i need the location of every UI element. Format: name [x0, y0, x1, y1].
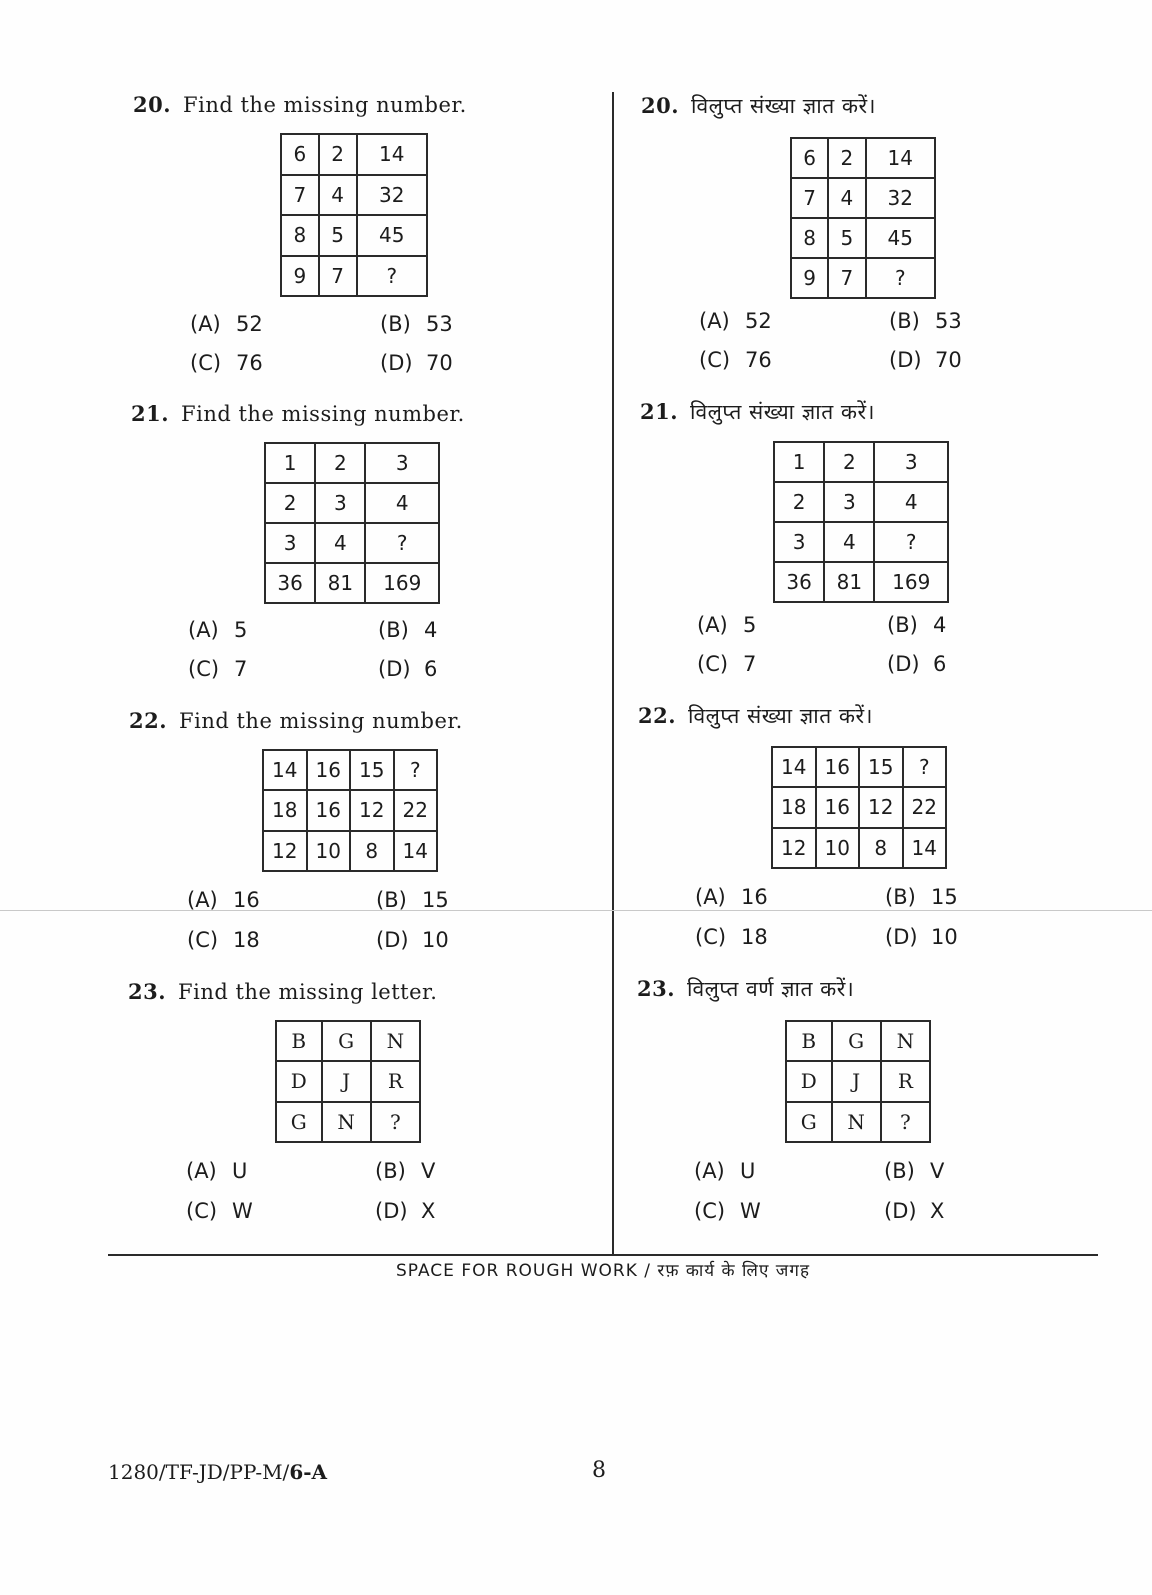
grid-cell: 2: [319, 134, 357, 175]
grid-cell: 5: [828, 218, 865, 258]
q21-en-grid: [264, 442, 440, 604]
grid-cell: 9: [281, 256, 319, 297]
grid-cell: ?: [371, 1102, 420, 1142]
grid-cell: 4: [315, 523, 365, 563]
q23-hi-grid: [785, 1020, 931, 1143]
q20-hi-number: 20.: [641, 93, 680, 118]
grid-cell: 18: [772, 787, 816, 827]
q20-hi-option-d[interactable]: (D) 70: [889, 348, 962, 372]
q23-hi-option-b[interactable]: (B) V: [884, 1159, 945, 1183]
q21-en-number: 21.: [131, 401, 170, 426]
grid-cell: 14: [263, 750, 307, 790]
q22-hi-option-a[interactable]: (A) 16: [695, 885, 768, 909]
q20-hi-text: विलुप्त संख्या ज्ञात करें।: [691, 94, 877, 118]
q23-hi-option-c[interactable]: (C) W: [694, 1199, 761, 1223]
grid-cell: 14: [394, 831, 438, 871]
grid-cell: 169: [365, 563, 439, 603]
q23-en-number: 23.: [128, 979, 167, 1004]
grid-cell: 16: [307, 790, 351, 830]
rough-work-rule: [108, 1254, 1098, 1256]
q23-en-text: Find the missing letter.: [178, 980, 438, 1004]
q20-en-heading: [133, 92, 467, 117]
grid-cell: 2: [824, 442, 874, 482]
grid-cell: 6: [791, 138, 828, 178]
grid-cell: 7: [319, 256, 357, 297]
q20-hi-option-c[interactable]: (C) 76: [699, 348, 772, 372]
q20-en-option-b[interactable]: (B) 53: [380, 312, 453, 336]
grid-cell: 7: [828, 258, 865, 298]
page-number: 8: [592, 1458, 606, 1483]
grid-cell: R: [371, 1061, 420, 1101]
grid-cell: B: [276, 1021, 322, 1061]
grid-cell: G: [832, 1021, 881, 1061]
q21-en-option-a[interactable]: (A) 5: [188, 618, 248, 642]
grid-cell: 81: [315, 563, 365, 603]
grid-cell: 3: [315, 483, 365, 523]
grid-cell: G: [322, 1021, 371, 1061]
q20-hi-heading: [641, 92, 876, 120]
grid-cell: B: [786, 1021, 832, 1061]
grid-cell: 2: [774, 482, 824, 522]
grid-cell: J: [832, 1061, 881, 1101]
grid-cell: ?: [903, 747, 947, 787]
grid-cell: 3: [874, 442, 948, 482]
grid-cell: D: [276, 1061, 322, 1101]
grid-cell: J: [322, 1061, 371, 1101]
grid-cell: 8: [350, 831, 394, 871]
grid-cell: G: [276, 1102, 322, 1142]
q21-en-option-b[interactable]: (B) 4: [378, 618, 438, 642]
grid-cell: 3: [265, 523, 315, 563]
grid-cell: 12: [350, 790, 394, 830]
grid-cell: ?: [866, 258, 935, 298]
grid-cell: ?: [881, 1102, 930, 1142]
grid-cell: 32: [866, 178, 935, 218]
q20-en-option-d[interactable]: (D) 70: [380, 351, 453, 375]
grid-cell: N: [881, 1021, 930, 1061]
q20-en-option-a[interactable]: (A) 52: [190, 312, 263, 336]
q20-en-grid: [280, 133, 428, 297]
grid-cell: 4: [824, 522, 874, 562]
grid-cell: 4: [874, 482, 948, 522]
grid-cell: 12: [859, 787, 903, 827]
grid-cell: 12: [772, 828, 816, 868]
q23-en-option-d[interactable]: (D) X: [375, 1199, 436, 1223]
q21-hi-number: 21.: [640, 399, 679, 424]
q22-en-option-c[interactable]: (C) 18: [187, 928, 260, 952]
q22-en-option-a[interactable]: (A) 16: [187, 888, 260, 912]
grid-cell: 4: [828, 178, 865, 218]
q21-en-option-c[interactable]: (C) 7: [188, 657, 248, 681]
q23-en-option-a[interactable]: (A) U: [186, 1159, 248, 1183]
q23-hi-option-d[interactable]: (D) X: [884, 1199, 945, 1223]
q23-en-grid: [275, 1020, 421, 1143]
grid-cell: ?: [394, 750, 438, 790]
grid-cell: 5: [319, 215, 357, 256]
q21-hi-option-a[interactable]: (A) 5: [697, 613, 757, 637]
grid-cell: 14: [866, 138, 935, 178]
q20-hi-option-a[interactable]: (A) 52: [699, 309, 772, 333]
q21-hi-option-c[interactable]: (C) 7: [697, 652, 757, 676]
grid-cell: 32: [357, 175, 427, 216]
paper-code: [108, 1460, 327, 1484]
grid-cell: 22: [903, 787, 947, 827]
grid-cell: 3: [824, 482, 874, 522]
q21-en-heading: [131, 401, 465, 426]
q21-hi-text: विलुप्त संख्या ज्ञात करें।: [690, 400, 876, 424]
q22-hi-heading: [638, 702, 873, 730]
grid-cell: 14: [357, 134, 427, 175]
q22-en-grid: [262, 749, 438, 872]
grid-cell: 8: [281, 215, 319, 256]
grid-cell: 3: [365, 443, 439, 483]
q20-hi-option-b[interactable]: (B) 53: [889, 309, 962, 333]
fold-line: [0, 910, 1152, 911]
grid-cell: ?: [357, 256, 427, 297]
q22-en-number: 22.: [129, 708, 168, 733]
q20-en-option-c[interactable]: (C) 76: [190, 351, 263, 375]
grid-cell: ?: [874, 522, 948, 562]
grid-cell: 4: [365, 483, 439, 523]
q23-en-option-c[interactable]: (C) W: [186, 1199, 253, 1223]
grid-cell: 16: [816, 747, 860, 787]
grid-cell: 6: [281, 134, 319, 175]
q22-en-option-b[interactable]: (B) 15: [376, 888, 449, 912]
grid-cell: 18: [263, 790, 307, 830]
q23-hi-option-a[interactable]: (A) U: [694, 1159, 756, 1183]
q21-hi-heading: [640, 398, 875, 426]
q22-hi-option-c[interactable]: (C) 18: [695, 925, 768, 949]
q22-en-text: Find the missing number.: [179, 709, 463, 733]
column-divider: [612, 92, 614, 1254]
q22-hi-text: विलुप्त संख्या ज्ञात करें।: [688, 704, 874, 728]
grid-cell: 10: [816, 828, 860, 868]
grid-cell: 8: [791, 218, 828, 258]
grid-cell: 15: [350, 750, 394, 790]
q22-hi-number: 22.: [638, 703, 677, 728]
q21-en-option-d[interactable]: (D) 6: [378, 657, 438, 681]
q23-en-option-b[interactable]: (B) V: [375, 1159, 436, 1183]
q23-hi-number: 23.: [637, 976, 676, 1001]
grid-cell: 1: [265, 443, 315, 483]
grid-cell: 45: [866, 218, 935, 258]
grid-cell: 3: [774, 522, 824, 562]
q22-en-option-d[interactable]: (D) 10: [376, 928, 449, 952]
q20-hi-grid: [790, 137, 936, 299]
grid-cell: 16: [816, 787, 860, 827]
paper-code-prefix: 1280/TF-JD/PP-M/: [108, 1460, 290, 1484]
q22-hi-option-b[interactable]: (B) 15: [885, 885, 958, 909]
grid-cell: 2: [315, 443, 365, 483]
q21-hi-option-b[interactable]: (B) 4: [887, 613, 947, 637]
grid-cell: D: [786, 1061, 832, 1101]
q21-hi-grid: [773, 441, 949, 603]
grid-cell: 8: [859, 828, 903, 868]
grid-cell: N: [832, 1102, 881, 1142]
q22-hi-grid: [771, 746, 947, 869]
grid-cell: 7: [281, 175, 319, 216]
q20-en-text: Find the missing number.: [183, 93, 467, 117]
grid-cell: 10: [307, 831, 351, 871]
q23-hi-heading: [637, 975, 854, 1003]
q22-hi-option-d[interactable]: (D) 10: [885, 925, 958, 949]
grid-cell: R: [881, 1061, 930, 1101]
q21-hi-option-d[interactable]: (D) 6: [887, 652, 947, 676]
q23-en-heading: [128, 979, 437, 1004]
grid-cell: 1: [774, 442, 824, 482]
paper-series: 6-A: [289, 1460, 328, 1484]
grid-cell: N: [371, 1021, 420, 1061]
grid-cell: 2: [828, 138, 865, 178]
grid-cell: 14: [903, 828, 947, 868]
rough-work-caption: SPACE FOR ROUGH WORK / रफ़ कार्य के लिए जगह: [396, 1261, 810, 1281]
grid-cell: 15: [859, 747, 903, 787]
grid-cell: 2: [265, 483, 315, 523]
grid-cell: 12: [263, 831, 307, 871]
grid-cell: 4: [319, 175, 357, 216]
grid-cell: ?: [365, 523, 439, 563]
q23-hi-text: विलुप्त वर्ण ज्ञात करें।: [687, 977, 855, 1001]
grid-cell: 169: [874, 562, 948, 602]
grid-cell: N: [322, 1102, 371, 1142]
grid-cell: 45: [357, 215, 427, 256]
grid-cell: G: [786, 1102, 832, 1142]
grid-cell: 16: [307, 750, 351, 790]
grid-cell: 14: [772, 747, 816, 787]
q22-en-heading: [129, 708, 463, 733]
grid-cell: 36: [265, 563, 315, 603]
grid-cell: 7: [791, 178, 828, 218]
grid-cell: 81: [824, 562, 874, 602]
q20-en-number: 20.: [133, 92, 172, 117]
grid-cell: 9: [791, 258, 828, 298]
grid-cell: 36: [774, 562, 824, 602]
grid-cell: 22: [394, 790, 438, 830]
q21-en-text: Find the missing number.: [181, 402, 465, 426]
